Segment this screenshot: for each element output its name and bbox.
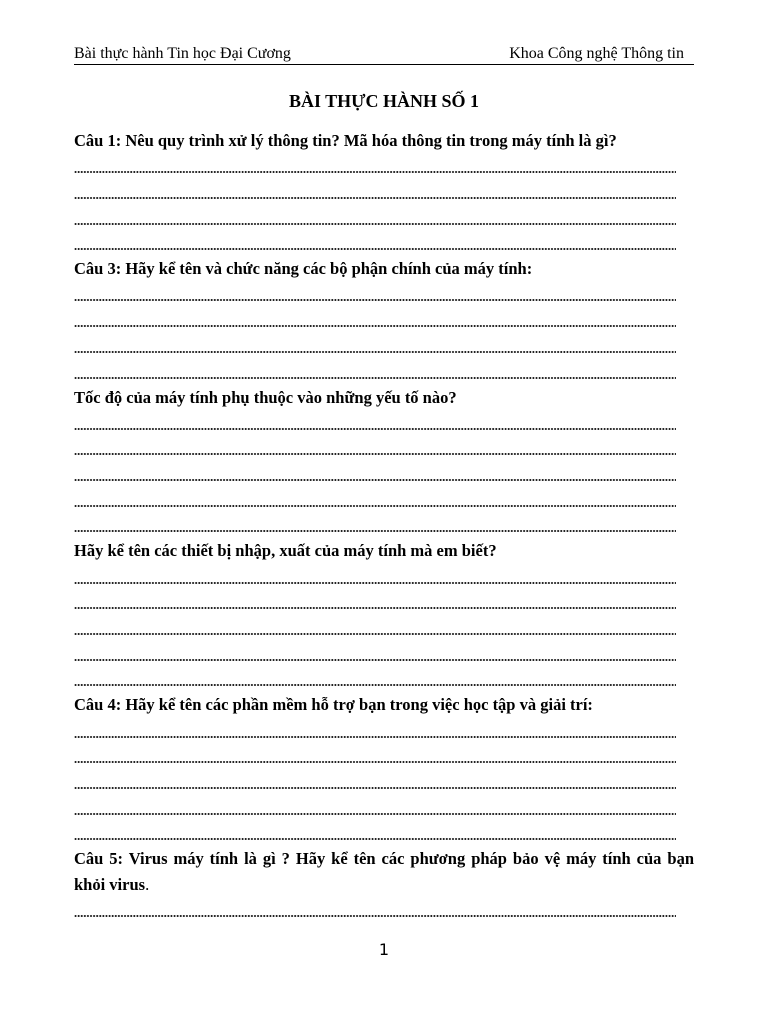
question-text-tail: . [145,874,150,894]
page-title: BÀI THỰC HÀNH SỐ 1 [288,91,480,111]
question-text: Câu 5: Virus máy tính là gì ? Hãy kể tên các phương pháp bảo vệ máy tính của bạn khỏi virus [74,849,694,894]
answer-line[interactable] [74,769,676,795]
page-number: 1 [378,940,390,959]
question-1 [74,128,694,154]
page-header [74,44,694,65]
question-text: Câu 3: Hãy kể tên và chức năng các bộ phận chính của máy tính: [74,259,533,279]
answer-line[interactable] [74,282,676,308]
question-3 [74,385,694,411]
answer-line[interactable] [74,410,676,436]
question-6 [74,846,694,897]
answer-line[interactable] [74,641,676,667]
answer-line[interactable] [74,564,676,590]
answer-line[interactable] [74,897,676,923]
question-text: Tốc độ của máy tính phụ thuộc vào những yếu tố nào? [74,387,457,407]
answer-line[interactable] [74,461,676,487]
question-text: Hãy kể tên các thiết bị nhập, xuất của máy tính mà em biết? [74,541,497,561]
answer-line[interactable] [74,333,676,359]
question-2 [74,256,694,282]
questions-section [74,128,694,923]
question-5 [74,692,694,718]
answer-line[interactable] [74,795,676,821]
answer-line[interactable] [74,154,676,180]
answer-line[interactable] [74,487,676,513]
answer-line[interactable] [74,821,676,847]
question-text: Câu 4: Hãy kể tên các phần mềm hỗ trợ bạn trong việc học tập và giải trí: [74,695,593,715]
question-4 [74,538,694,564]
answer-line[interactable] [74,667,676,693]
header-course-title: Bài thực hành Tin học Đại Cương [74,45,291,62]
answer-line[interactable] [74,590,676,616]
answer-line[interactable] [74,205,676,231]
header-department: Khoa Công nghệ Thông tin [509,45,684,62]
answer-line[interactable] [74,436,676,462]
question-text: Câu 1: Nêu quy trình xử lý thông tin? Mã hóa thông tin trong máy tính là gì? [74,131,617,150]
answer-line[interactable] [74,615,676,641]
answer-line[interactable] [74,359,676,385]
answer-line[interactable] [74,718,676,744]
answer-line[interactable] [74,513,676,539]
answer-line[interactable] [74,744,676,770]
answer-line[interactable] [74,307,676,333]
answer-line[interactable] [74,179,676,205]
answer-line[interactable] [74,231,676,257]
